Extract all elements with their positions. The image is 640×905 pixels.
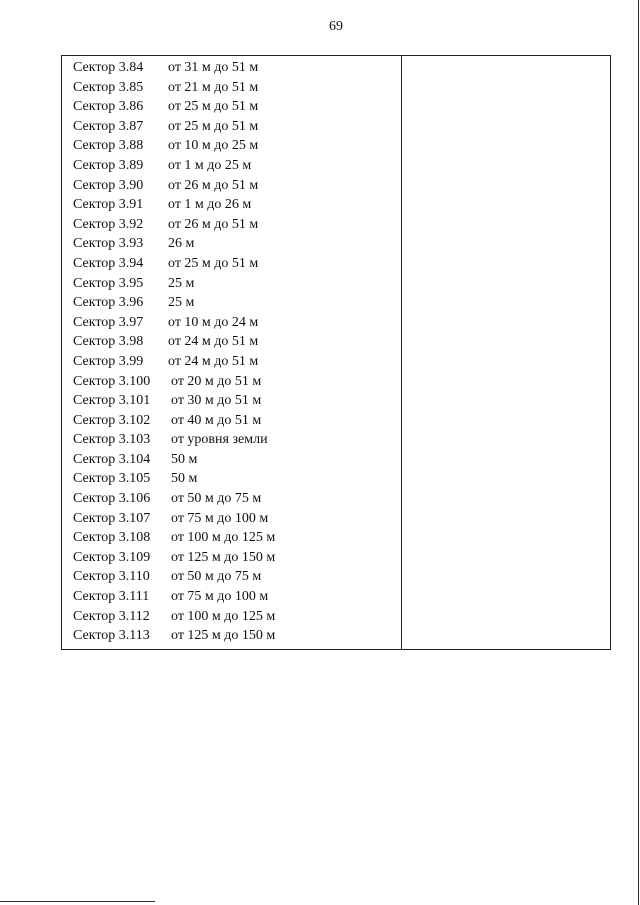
sector-height-range: от 26 м до 51 м: [168, 216, 259, 232]
sector-name: Сектор 3.96: [73, 295, 144, 311]
sector-row: [73, 58, 401, 78]
sector-row: [73, 136, 401, 156]
sector-height-range: от 1 м до 26 м: [168, 197, 252, 213]
sector-name: Сектор 3.90: [73, 177, 144, 193]
sector-name: Сектор 3.104: [73, 451, 151, 467]
sector-name: Сектор 3.98: [73, 334, 144, 350]
sector-row: [73, 156, 401, 176]
sector-name: Сектор 3.91: [73, 197, 144, 213]
sector-name: Сектор 3.102: [73, 412, 151, 428]
sector-row: [73, 352, 401, 372]
sector-height-range: от 50 м до 75 м: [171, 569, 262, 585]
sector-row: [73, 313, 401, 333]
page-number: 69: [329, 19, 343, 34]
sector-name: Сектор 3.113: [73, 628, 150, 644]
sector-name: Сектор 3.87: [73, 118, 144, 134]
sector-height-range: от 30 м до 51 м: [171, 393, 262, 409]
sector-height-range: от 40 м до 51 м: [171, 412, 262, 428]
sector-table: [61, 55, 611, 650]
sector-name: Сектор 3.85: [73, 79, 144, 95]
sector-name: Сектор 3.110: [73, 569, 150, 585]
sector-name: Сектор 3.112: [73, 608, 150, 624]
sector-height-range: 26 м: [168, 236, 195, 252]
sector-height-range: от 100 м до 125 м: [171, 608, 276, 624]
sector-row: [73, 195, 401, 215]
sector-name: Сектор 3.89: [73, 157, 144, 173]
sector-name: Сектор 3.108: [73, 530, 151, 546]
sector-row: [73, 372, 401, 392]
sector-height-range: от 75 м до 100 м: [171, 510, 269, 526]
sector-row: [73, 117, 401, 137]
sector-row: [73, 391, 401, 411]
sector-height-range: 25 м: [168, 275, 195, 291]
sector-height-range: от 31 м до 51 м: [168, 60, 259, 75]
sector-list: [73, 58, 401, 646]
sector-row: [73, 78, 401, 98]
sector-row: [73, 430, 401, 450]
sector-name: Сектор 3.105: [73, 471, 151, 487]
sector-height-range: от 24 м до 51 м: [168, 353, 259, 369]
sector-name: Сектор 3.88: [73, 138, 144, 154]
sector-height-range: от 10 м до 25 м: [168, 138, 259, 154]
sector-row: [73, 607, 401, 627]
sector-height-range: 50 м: [171, 471, 198, 487]
sector-row: [73, 587, 401, 607]
sector-height-range: от 10 м до 24 м: [168, 314, 259, 330]
sector-name: Сектор 3.94: [73, 255, 144, 271]
sector-row: [73, 528, 401, 548]
sector-height-range: от уровня земли: [171, 432, 268, 448]
sector-height-range: от 21 м до 51 м: [168, 79, 259, 95]
sector-name: Сектор 3.111: [73, 589, 150, 605]
sector-name: Сектор 3.95: [73, 275, 144, 291]
sector-name: Сектор 3.100: [73, 373, 151, 389]
footnote-rule: [0, 901, 155, 902]
sector-row: [73, 332, 401, 352]
sector-height-range: от 125 м до 150 м: [171, 549, 276, 565]
sector-height-range: 25 м: [168, 295, 195, 311]
table-row: [62, 56, 611, 650]
sector-row: [73, 626, 401, 646]
sector-row: [73, 469, 401, 489]
sector-row: [73, 509, 401, 529]
sector-height-range: от 25 м до 51 м: [168, 255, 259, 271]
sector-row: [73, 411, 401, 431]
sector-height-range: от 50 м до 75 м: [171, 491, 262, 507]
sector-name: Сектор 3.92: [73, 216, 144, 232]
sector-name: Сектор 3.107: [73, 510, 151, 526]
scan-edge: [638, 0, 639, 905]
sector-name: Сектор 3.101: [73, 393, 151, 409]
sector-row: [73, 567, 401, 587]
sector-row: [73, 97, 401, 117]
sector-row: [73, 548, 401, 568]
sector-row: [73, 489, 401, 509]
sector-list-cell: [62, 56, 402, 650]
sector-height-range: 50 м: [171, 451, 198, 467]
empty-cell: [402, 56, 611, 650]
sector-height-range: от 75 м до 100 м: [171, 589, 269, 605]
sector-height-range: от 1 м до 25 м: [168, 157, 252, 173]
sector-row: [73, 450, 401, 470]
sector-name: Сектор 3.84: [73, 60, 144, 75]
sector-height-range: от 24 м до 51 м: [168, 334, 259, 350]
sector-name: Сектор 3.93: [73, 236, 144, 252]
sector-row: [73, 176, 401, 196]
sector-row: [73, 234, 401, 254]
sector-row: [73, 274, 401, 294]
sector-name: Сектор 3.99: [73, 353, 144, 369]
sector-name: Сектор 3.103: [73, 432, 151, 448]
sector-name: Сектор 3.86: [73, 99, 144, 115]
sector-height-range: от 25 м до 51 м: [168, 118, 259, 134]
sector-height-range: от 125 м до 150 м: [171, 628, 276, 644]
sector-height-range: от 25 м до 51 м: [168, 99, 259, 115]
sector-row: [73, 293, 401, 313]
sector-height-range: от 26 м до 51 м: [168, 177, 259, 193]
sector-height-range: от 100 м до 125 м: [171, 530, 276, 546]
sector-row: [73, 215, 401, 235]
sector-name: Сектор 3.109: [73, 549, 151, 565]
sector-row: [73, 254, 401, 274]
sector-name: Сектор 3.97: [73, 314, 144, 330]
sector-height-range: от 20 м до 51 м: [171, 373, 262, 389]
sector-name: Сектор 3.106: [73, 491, 151, 507]
